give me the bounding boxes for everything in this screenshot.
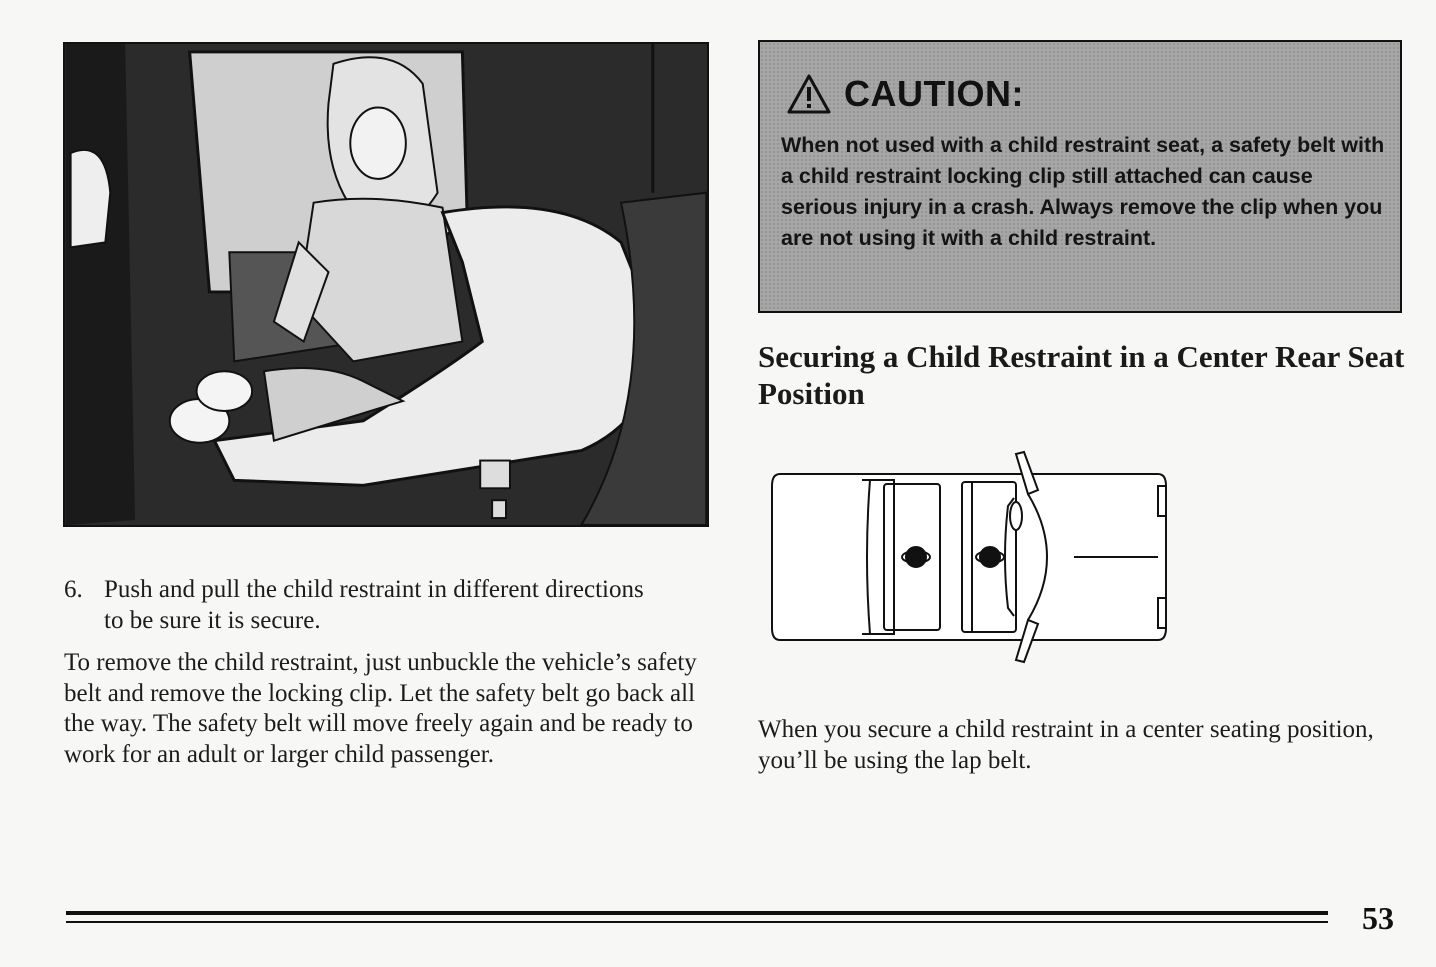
- center-seat-diagram: [766, 446, 1176, 668]
- caution-header: [786, 72, 1024, 116]
- caution-box: [758, 40, 1402, 313]
- warning-triangle-icon: [786, 73, 832, 115]
- step-number: 6.: [64, 576, 83, 603]
- step-text: Push and pull the child restraint in different directions to be sure it is secure.: [104, 576, 644, 634]
- section-heading: Securing a Child Restraint in a Center Rear Seat Position: [758, 339, 1405, 411]
- step-6: [64, 574, 664, 636]
- center-seat-paragraph: When you secure a child restraint in a center seating position, you’ll be using the lap belt.: [758, 716, 1374, 774]
- caution-title: CAUTION:: [844, 73, 1024, 114]
- page-number: 53: [1362, 900, 1394, 936]
- caution-text: When not used with a child restraint seat, a safety belt with a child restraint locking clip still attached can cause serious injury in a crash. Always remove the clip when you are not using it with a child restraint.: [781, 133, 1385, 250]
- footer-rule-thick: [66, 911, 1328, 915]
- child-restraint-illustration: [63, 42, 709, 527]
- footer-rule-thin: [66, 921, 1328, 923]
- remove-restraint-paragraph: To remove the child restraint, just unbuckle the vehicle’s safety belt and remove the locking clip. Let the safety belt go back all the way. The safety belt will move freely again and be ready to work for an adult or larger child passenger.: [64, 649, 697, 768]
